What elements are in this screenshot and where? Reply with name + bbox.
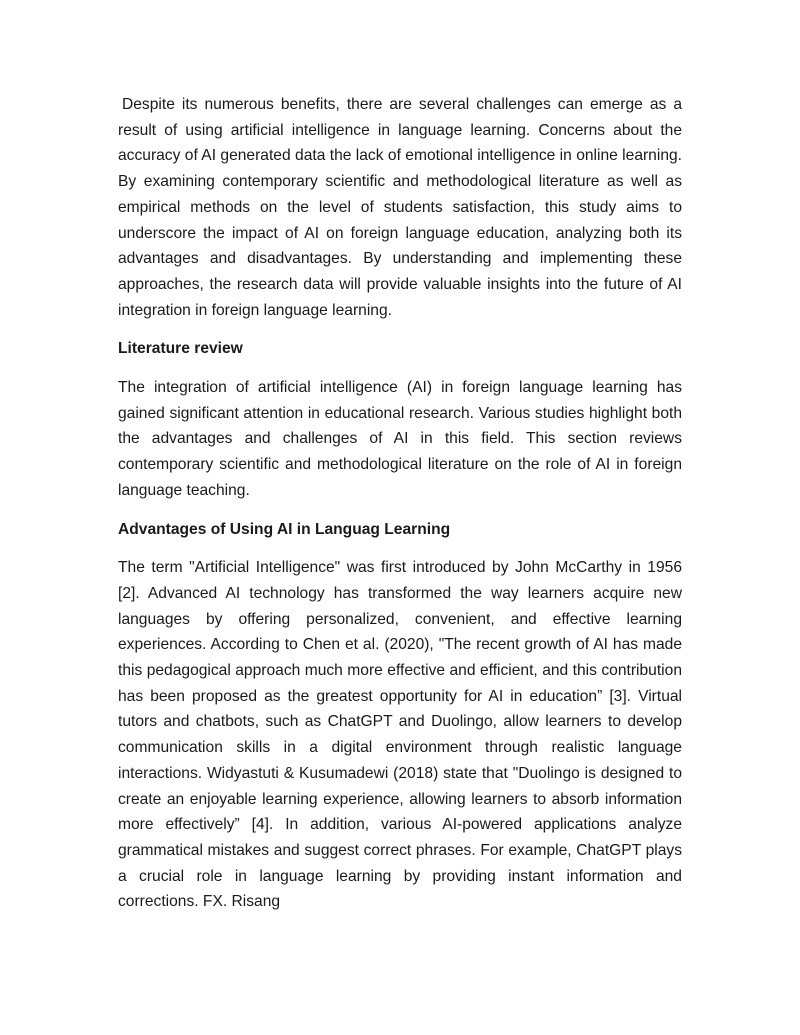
literature-review-paragraph: The integration of artificial intelligence (AI) in foreign language learning has gained significant attention in educational research. Various studies highlight both the advantages and challenges of AI in this field. This section reviews contemporary scientific and methodological literature on the role of AI in foreign language teaching.	[118, 379, 682, 499]
literature-review-heading: Literature review	[118, 340, 243, 358]
document-page	[118, 92, 682, 915]
intro-paragraph: Despite its numerous benefits, there are several challenges can emerge as a result of using artificial intelligence in language learning. Concerns about the accuracy of AI generated data the lack of emotional intelligence in online learning. By examining contemporary scientific and methodological literature as well as empirical methods on the level of students satisfaction, this study aims to underscore the impact of AI on foreign language education, analyzing both its advantages and disadvantages. By understanding and implementing these approaches, the research data will provide valuable insights into the future of AI integration in foreign language learning.	[118, 96, 682, 319]
advantages-heading: Advantages of Using AI in Languag Learning	[118, 520, 451, 538]
advantages-paragraph: The term "Artificial Intelligence" was first introduced by John McCarthy in 1956 [2]. Advanced AI technology has transformed the way learners acquire new languages by offering personalized, convenient, and effective learning experiences. According to Chen et al. (2020), "The recent growth of AI has made this pedagogical approach much more effective and efficient, and this contribution has been proposed as the greatest opportunity for AI in education” [3]. Virtual tutors and chatbots, such as ChatGPT and Duolingo, allow learners to develop communication skills in a digital environment through realistic language interactions. Widyastuti & Kusumadewi (2018) state that "Duolingo is designed to create an enjoyable learning experience, allowing learners to absorb information more effectively” [4]. In addition, various AI-powered applications analyze grammatical mistakes and suggest correct phrases. For example, ChatGPT plays a crucial role in language learning by providing instant information and corrections. FX. Risang	[118, 559, 682, 911]
